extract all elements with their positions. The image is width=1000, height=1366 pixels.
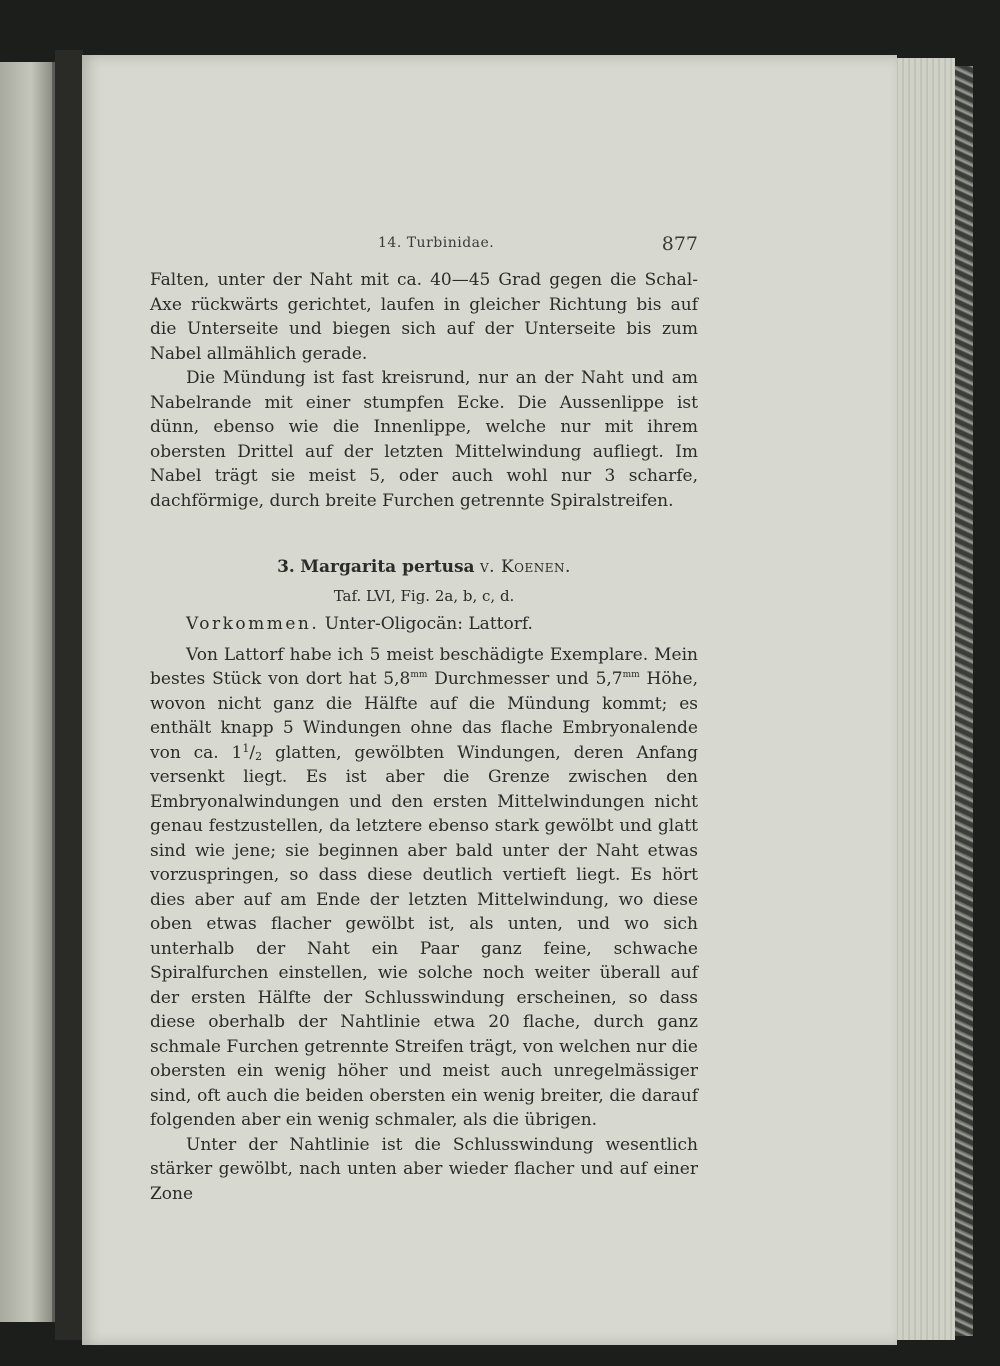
book-gutter — [55, 50, 83, 1340]
unit-mm: mm — [622, 670, 640, 680]
paragraph-aperture: Die Mündung ist fast kreisrund, nur an der Naht und am Nabelrande mit einer stumpfen Ecke. Die Aussenlippe ist dünn, ebenso wie die Innenlippe, welche nur mit ihrem obersten Drittel auf der letzten Mittelwindung aufliegt. Im Nabel trägt sie meist 5, oder auch wohl nur 3 scharfe, dachförmige, durch breite Furchen getrennte Spiralstreifen. — [150, 368, 698, 511]
description-text-1: Von Lattorf habe ich 5 meist beschädigte Exemplare. Mein bestes Stück von dort hat 5,8 — [150, 644, 698, 689]
species-name: Margarita pertusa — [300, 557, 475, 577]
fraction: $^1/_2$ — [242, 741, 263, 763]
species-heading — [150, 555, 698, 580]
body-text — [150, 268, 698, 1206]
occurrence-label: Vorkommen. — [186, 614, 320, 634]
species-number: 3. — [277, 557, 295, 577]
description-text-2: Durchmesser und 5,7 — [427, 669, 623, 689]
paragraph-description — [150, 643, 698, 1133]
description-text-3: Höhe, wovon nicht ganz die Hälfte auf die Mündung kommt; es enthält knapp 5 Windungen ohne das flache Embryonalende von ca. 1 — [150, 669, 698, 763]
fraction-numerator: 1 — [242, 741, 250, 755]
plate-reference: Taf. LVI, Fig. 2a, b, c, d. — [333, 586, 515, 605]
fraction-denominator: 2 — [255, 749, 263, 763]
paragraph-last-whorl: Unter der Nahtlinie ist die Schlusswindung wesentlich stärker gewölbt, nach unten aber wieder flacher und auf einer Zone — [150, 1134, 698, 1204]
occurrence-line — [150, 612, 698, 637]
page-edges — [893, 58, 955, 1340]
species-author: v. Koenen. — [479, 557, 571, 577]
section-heading: 14. Turbinidae. — [378, 235, 495, 251]
description-text-4: glatten, gewölbten Windungen, deren Anfang versenkt liegt. Es ist aber die Grenze zwischen den Embryonalwindungen und den ersten Mittelwindungen nicht genau festzustellen, da letztere ebenso stark gewölbt und glatt sind wie jene; sie beginnen aber bald unter der Naht etwas vorzuspringen, so dass diese deutlich vertieft liegt. Es hört dies aber auf am Ende der letzten Mittelwindung, wo diese oben etwas flacher gewölbt ist, als unten, und wo sich unterhalb der Naht ein Paar ganz feine, schwache Spiralfurchen einstellen, wie solche noch weiter überall auf der ersten Hälfte der Schlusswindung erscheinen, so dass diese oberhalb der Nahtlinie etwa 20 flache, durch ganz schmale Furchen getrennte Streifen trägt, von welchen nur die obersten ein wenig höher und meist auch unregelmässiger sind, oft auch die beiden obersten ein wenig breiter, die darauf folgenden aber ein wenig schmaler, als die übrigen. — [150, 742, 698, 1130]
left-page-edge — [0, 62, 55, 1322]
running-head — [378, 233, 698, 257]
unit-mm: mm — [410, 670, 428, 680]
book-cover-edge — [955, 66, 973, 1336]
page-number: 877 — [661, 233, 698, 255]
occurrence-text: Unter-Oligocän: Lattorf. — [324, 614, 533, 634]
paragraph-continued: Falten, unter der Naht mit ca. 40—45 Grad gegen die Schal-Axe rückwärts gerichtet, laufen in gleicher Richtung bis auf die Unterseite und biegen sich auf der Unterseite bis zum Nabel allmählich gerade. — [150, 270, 698, 364]
